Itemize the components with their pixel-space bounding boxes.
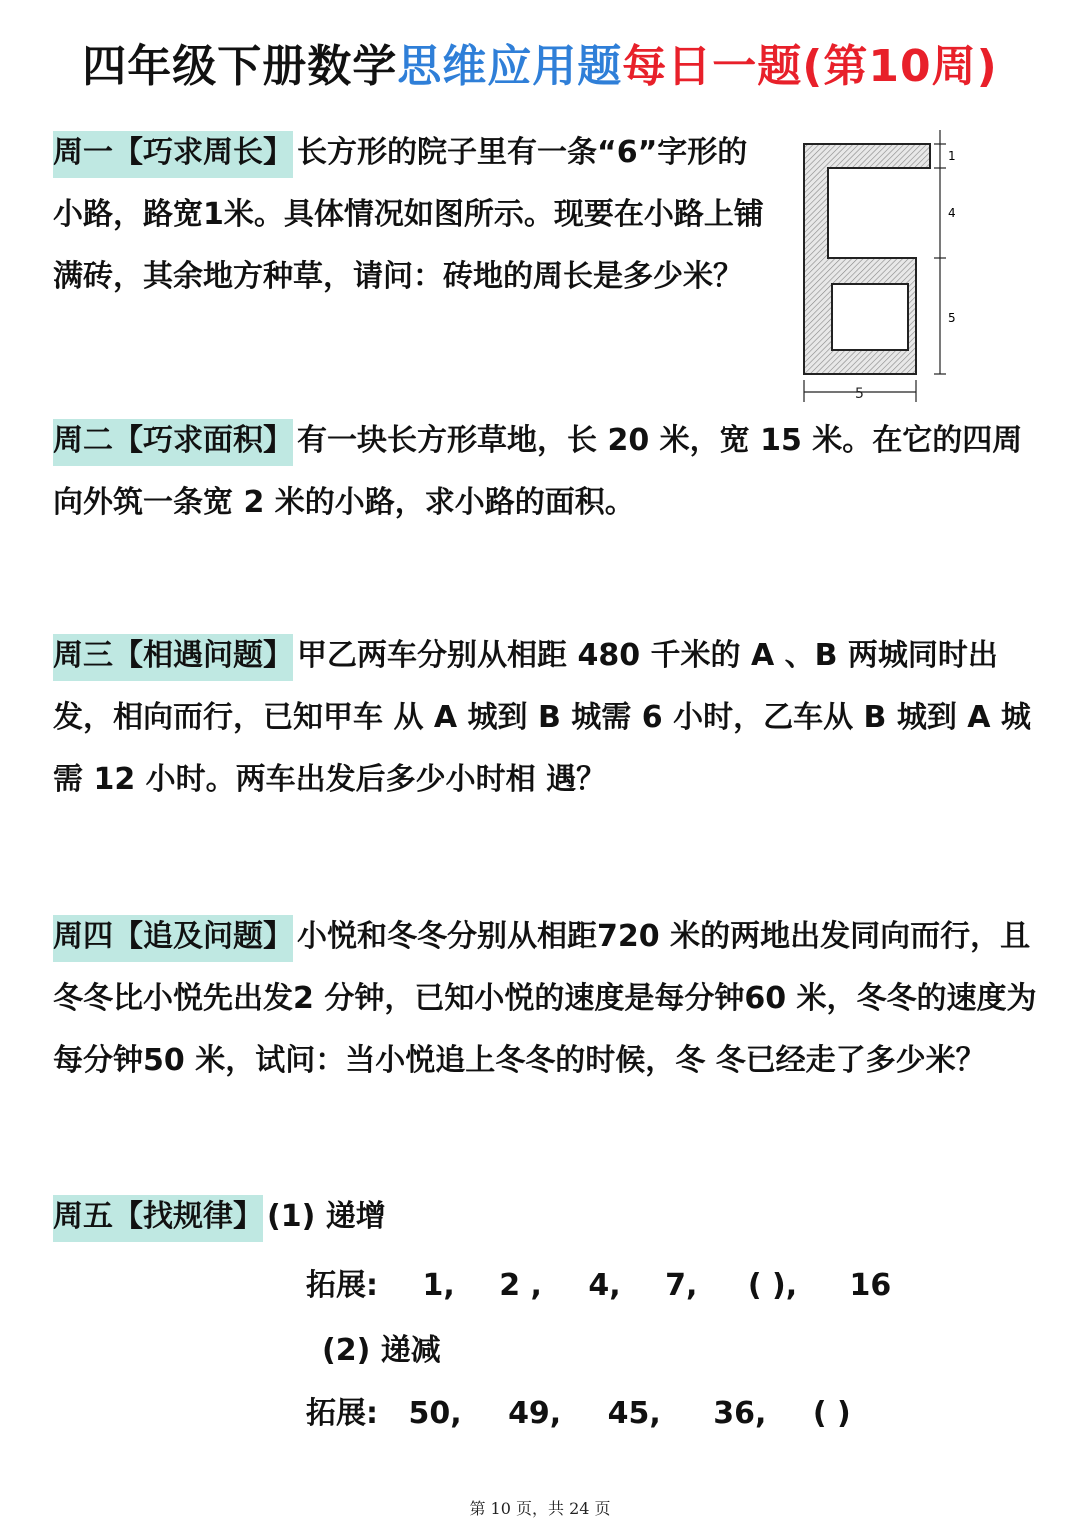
six-shaped-path-figure (790, 122, 970, 407)
pattern-1-title: (1) 递增 (267, 1199, 386, 1234)
question-friday-text (53, 1186, 1043, 1248)
question-monday-text (53, 122, 773, 308)
pattern-2-blank: ( ) (812, 1396, 851, 1431)
question-wednesday-text (53, 625, 1043, 811)
title-part-week: 第10周 (823, 41, 977, 92)
title-part-close: ) (976, 41, 998, 92)
question-tuesday (53, 410, 1043, 534)
pattern-1-label: 拓展: (306, 1268, 378, 1303)
question-wednesday (53, 625, 1043, 811)
figure-label-5-horizontal: 5 (855, 386, 864, 402)
title-part-grade: 四年级下册数学 (82, 41, 398, 92)
pattern-2-label: 拓展: (306, 1396, 378, 1431)
question-friday (53, 1186, 1043, 1248)
pattern-2-term: 45, (607, 1396, 661, 1431)
pattern-2-term: 36, (713, 1396, 767, 1431)
title-part-topic: 思维应用题 (397, 41, 623, 92)
question-body: 有一块长方形草地，长 20 米，宽 15 米。在它的四周向外筑一条宽 2 米的小路，求小路的面积。 (53, 423, 1023, 520)
pattern-1-term: 2 , (499, 1268, 542, 1303)
question-thursday (53, 906, 1043, 1092)
pattern-2-title: (2) 递减 (322, 1333, 441, 1368)
question-tag: 周二【巧求面积】 (53, 419, 293, 466)
question-thursday-text (53, 906, 1043, 1092)
question-body: 长方形的院子里有一条“6”字形的小路，路宽1米。具体情况如图所示。现要在小路上铺满砖，其余地方种草，请问：砖地的周长是多少米？ (53, 135, 764, 294)
pattern-2-term: 50, (408, 1396, 462, 1431)
pattern-1-term: 16 (849, 1268, 892, 1303)
figure-label-5-vertical: 5 (948, 311, 956, 325)
pattern-1-term: 1, (422, 1268, 455, 1303)
figure-label-1: 1 (948, 149, 956, 163)
pattern-1-term: 7, (665, 1268, 698, 1303)
figure-label-4: 4 (948, 206, 956, 220)
pattern-1-blank: ( ), (747, 1268, 798, 1303)
question-tuesday-text (53, 410, 1043, 534)
title-part-daily: 每日一题( (622, 41, 824, 92)
question-tag: 周四【追及问题】 (53, 915, 293, 962)
pattern-2-term: 49, (508, 1396, 562, 1431)
question-tag: 周五【找规律】 (53, 1195, 263, 1242)
question-body: 甲乙两车分别从相距 480 千米的 A 、B 两城同时出发，相向而行，已知甲车 从 A 城到 B 城需 6 小时，乙车从 B 城到 A 城需 12 小时。两车出发后多少小时相 遇？ (53, 638, 1031, 797)
page-footer: 第 10 页，共 24 页 (469, 1499, 611, 1518)
pattern-1-term: 4, (588, 1268, 621, 1303)
page-title (0, 30, 1080, 94)
question-monday (53, 122, 773, 308)
pattern-2-row (306, 1388, 851, 1432)
question-body: 小悦和冬冬分别从相距720 米的两地出发同向而行，且冬冬比小悦先出发2 分钟，已知小悦的速度是每分钟60 米，冬冬的速度为每分钟50 米，试问：当小悦追上冬冬的时候，冬 冬已经走了多少米？ (53, 919, 1037, 1078)
question-tag: 周一【巧求周长】 (53, 131, 293, 178)
question-tag: 周三【相遇问题】 (53, 634, 293, 681)
pattern-1-row (306, 1260, 891, 1304)
